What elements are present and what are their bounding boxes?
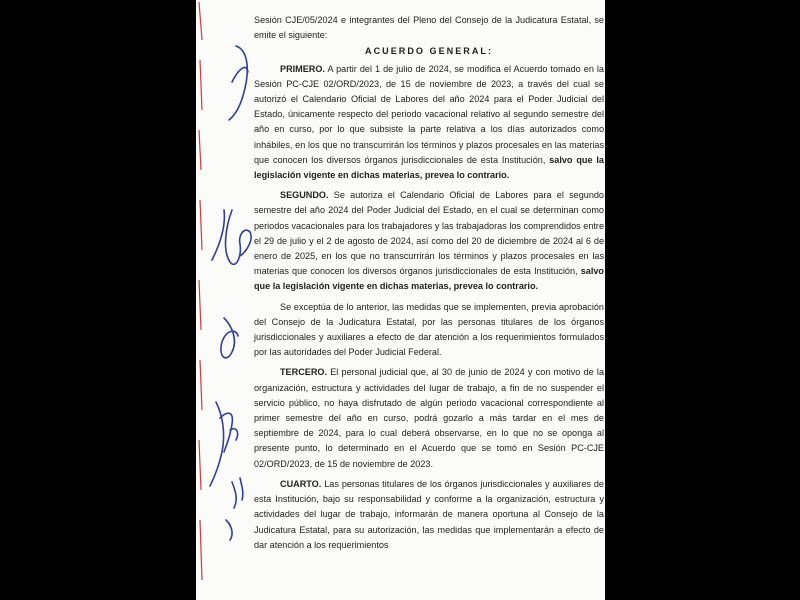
signature-mark-1 (229, 46, 248, 120)
clause-segundo-text: Se autoriza el Calendario Oficial de Labores para el segundo semestre del año 2024 del Poder Judicial del Estado, en el cual se determinan como periodos vacacionales para los trabajadores y las trabajadoras los comprendidos entre el 29 de julio y el 2 de agosto de 2024, así como del 20 de diciembre de 2024 al 6 de enero de 2025, en los que no transcurrirán los términos y plazos procesales en las materias que conocen los diversos órganos jurisdiccionales de esta Institución, (254, 190, 604, 277)
signature-mark-4 (221, 318, 238, 358)
exception-paragraph: Se exceptúa de lo anterior, las medidas que se implementen, previa aprobación del Consejo de la Judicatura Estatal, por las personas titulares de los órganos jurisdiccionales y auxiliares a efecto de dar atención a los requerimientos formulados por las autoridades del Poder Judicial Federal. (254, 301, 604, 358)
intro-paragraph: Sesión CJE/05/2024 e integrantes del Pleno del Consejo de la Judicatura Estatal, se emite el siguiente: (254, 15, 604, 41)
signature-mark-3 (212, 210, 224, 260)
clause-segundo-label: SEGUNDO. (280, 190, 329, 201)
agreement-heading: ACUERDO GENERAL: (365, 46, 493, 57)
document-body (254, 13, 604, 553)
document-page (196, 0, 605, 600)
clause-cuarto (254, 477, 604, 553)
clause-cuarto-text: Las personas titulares de los órganos jurisdiccionales y auxiliares de esta Institución, bajo su responsabilidad y conforme a la organización, estructura y actividades del lugar de trabajo, informarán de manera oportuna al Consejo de la Judicatura Estatal, para su autorización, las medidas que implementarán a efecto de dar atención a los requerimientos (254, 478, 604, 550)
clause-segundo (254, 188, 604, 294)
clause-segundo-exception: salvo que la legislación vigente en dichas materias, prevea lo contrario. (254, 266, 604, 292)
clause-cuarto-label: CUARTO. (280, 478, 322, 489)
signature-mark-5 (210, 402, 238, 486)
clause-primero-label: PRIMERO. (280, 63, 325, 74)
signature-mark-6 (232, 478, 243, 508)
clause-primero-exception: salvo que la legislación vigente en dichas materias, prevea lo contrario. (254, 154, 604, 181)
clause-primero-text: A partir del 1 de julio de 2024, se modifica el Acuerdo tomado en la Sesión PC-CJE 02/ORD/2023, de 15 de noviembre de 2023, a través del cual se autorizó el Calendario Oficial de Labores del año 2024 para el Poder Judicial del Estado, únicamente respecto del periodo vacacional relativo al segundo semestre del año en curso, por lo que subsiste la parte relativa a los días autorizados como inhábiles, en los que no transcurrirán los términos y plazos procesales en las materias que conocen los diversos órganos jurisdiccionales de esta Institución, (254, 63, 604, 165)
clause-tercero-text: El personal judicial que, al 30 de junio de 2024 y con motivo de la organización, estructura y actividades del lugar de trabajo, a fin de no suspender el servicio público, no haya disfrutado de algún periodo vacacional correspondiente al primer semestre del año en curso, podrá gozarlo a más tardar en el mes de septiembre de 2024, para lo cual deberá observarse, en lo que no se oponga al presente punto, lo determinado en el Acuerdo que se tomó en Sesión PC-CJE 02/ORD/2023, de 15 de noviembre de 2023. (254, 367, 604, 469)
clause-primero (254, 62, 604, 184)
clause-tercero-label: TERCERO. (280, 367, 327, 378)
signature-mark-7 (226, 520, 232, 540)
clause-tercero (254, 365, 604, 471)
signature-mark-2 (226, 210, 252, 264)
